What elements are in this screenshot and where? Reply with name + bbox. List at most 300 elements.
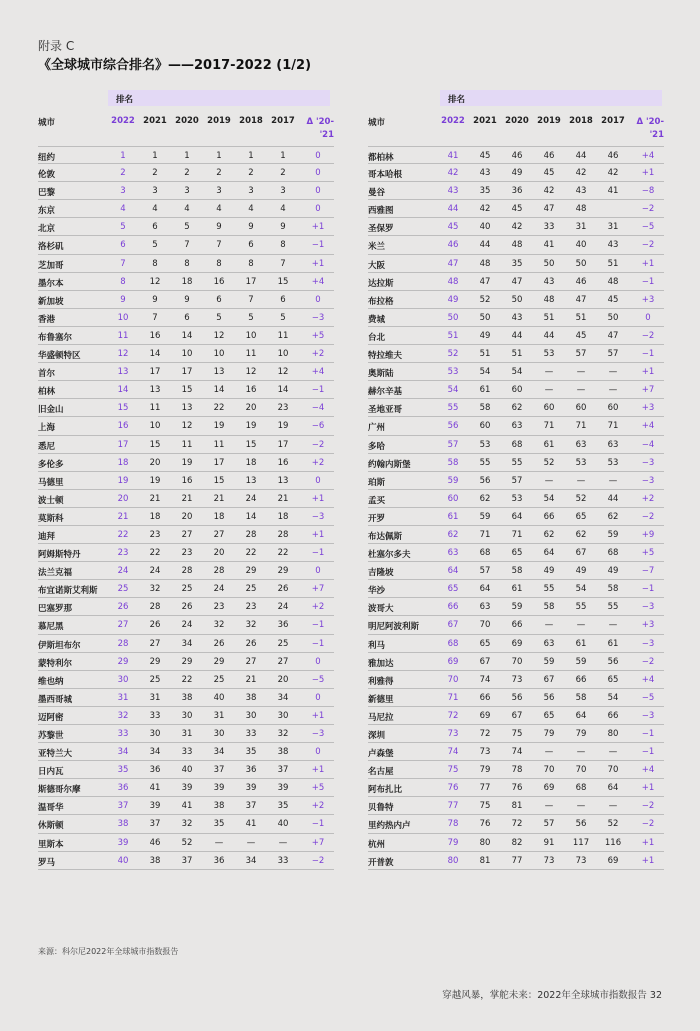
city-name: 斯德哥尔摩 [38, 785, 81, 796]
rank-year: 11 [213, 439, 225, 450]
rank-year: 32 [277, 729, 289, 739]
rank-year: 38 [149, 855, 161, 866]
rank-year: 66 [543, 511, 555, 522]
rank-change: −4 [641, 439, 655, 450]
city-name: 里约热内卢 [368, 821, 411, 832]
rank-2022: 24 [117, 566, 129, 577]
rank-year: 53 [607, 457, 619, 468]
rank-2022: 32 [117, 710, 129, 721]
rank-change: −1 [311, 638, 325, 649]
city-name: 温哥华 [38, 803, 64, 814]
rank-year: 53 [511, 493, 523, 504]
city-name: 苏黎世 [38, 731, 64, 741]
rank-year: 39 [213, 783, 225, 794]
rank-year: 3 [248, 186, 254, 197]
table-row [38, 309, 334, 327]
rank-2022: 6 [120, 240, 126, 251]
city-name: 柏林 [38, 387, 56, 398]
city-name: 大阪 [368, 260, 386, 271]
rank-year: 12 [149, 276, 161, 287]
rank-year: 56 [511, 692, 523, 703]
rank-change: +5 [641, 548, 655, 559]
rank-year: 32 [149, 584, 161, 595]
rank-2022: 12 [117, 349, 129, 360]
table-row [368, 472, 664, 490]
rank-year: 57 [511, 475, 523, 486]
rank-year: 70 [575, 765, 587, 776]
rank-year: 24 [213, 584, 225, 595]
rank-year: — [576, 475, 586, 486]
rank-change: +1 [641, 168, 655, 179]
rank-year: 63 [607, 439, 619, 450]
rank-year: 37 [277, 765, 289, 776]
city-name: 法兰克福 [38, 568, 73, 579]
rank-2022: 39 [117, 837, 129, 848]
rank-year: 37 [181, 855, 193, 866]
city-name: 广州 [368, 423, 386, 434]
rank-change: −3 [641, 638, 655, 649]
rank-year: 54 [511, 367, 523, 378]
city-name: 布宜诺斯艾利斯 [38, 586, 98, 597]
rank-year: 8 [184, 258, 190, 269]
rank-year: 52 [181, 837, 193, 848]
city-name: 莫斯科 [38, 513, 64, 524]
city-name: 西雅图 [368, 206, 394, 217]
rank-year: 75 [511, 729, 523, 739]
rank-year: 19 [277, 421, 289, 432]
rank-year: 61 [543, 439, 555, 450]
rank-year: 72 [511, 819, 523, 830]
rank-2022: 49 [447, 294, 459, 305]
rank-change: +2 [311, 602, 325, 613]
rank-year: 45 [607, 294, 619, 305]
rank-change: +2 [311, 457, 325, 468]
rank-year: 59 [575, 656, 587, 667]
rank-year: 36 [245, 765, 257, 776]
rank-year: 45 [479, 151, 491, 161]
table-row [368, 616, 664, 634]
rank-year: 91 [543, 837, 555, 848]
table-row [38, 218, 334, 236]
rank-year: 31 [607, 222, 619, 233]
city-name: 罗马 [38, 857, 56, 868]
table-row [38, 779, 334, 797]
city-name: 日内瓦 [38, 767, 64, 778]
rank-year: 47 [575, 294, 587, 305]
city-name: 达拉斯 [368, 278, 394, 289]
rank-2022: 68 [447, 638, 459, 649]
rank-2022: 58 [447, 457, 459, 468]
rank-year: 49 [479, 330, 491, 341]
rank-year: 15 [149, 439, 161, 450]
rank-year: 12 [181, 421, 193, 432]
rank-year: 51 [511, 349, 523, 360]
rank-year: 10 [213, 349, 225, 360]
rank-year: 73 [479, 747, 491, 758]
rank-year: 32 [181, 819, 193, 830]
rank-2022: 2 [120, 168, 126, 179]
rank-year: 71 [575, 421, 587, 432]
rank-year: — [576, 385, 586, 396]
rank-2022: 69 [447, 656, 459, 667]
rank-year: 7 [248, 294, 254, 305]
rank-2022: 54 [447, 385, 459, 396]
rank-2022: 40 [117, 855, 129, 866]
rank-change: −2 [311, 439, 325, 450]
rank-2022: 33 [117, 729, 129, 739]
table-row [38, 671, 334, 689]
rank-year: 44 [607, 493, 619, 504]
table-row [38, 291, 334, 309]
rank-year: 5 [280, 312, 286, 323]
rank-year: 3 [184, 186, 190, 197]
table-row [38, 689, 334, 707]
rank-change: −4 [311, 403, 325, 414]
city-name: 旧金山 [38, 405, 64, 416]
rank-year: 31 [149, 692, 161, 703]
rank-year: 15 [181, 385, 193, 396]
rank-year: 30 [213, 729, 225, 739]
rank-year: 27 [245, 656, 257, 667]
rank-year: 67 [543, 674, 555, 685]
rank-2022: 4 [120, 204, 126, 215]
rank-year: 19 [181, 457, 193, 468]
rank-year: 16 [181, 475, 193, 486]
rank-year: 70 [543, 765, 555, 776]
rank-year: 61 [479, 385, 491, 396]
rank-year: 42 [575, 168, 587, 179]
table-row [368, 707, 664, 725]
rank-year: 42 [479, 204, 491, 215]
column-header-year: 2018 [569, 116, 593, 126]
table-row [38, 797, 334, 815]
table-row [38, 562, 334, 580]
rank-year: 31 [213, 710, 225, 721]
rank-2022: 21 [117, 511, 129, 522]
city-name: 吉隆坡 [368, 568, 394, 579]
rank-year: 14 [149, 349, 161, 360]
rank-2022: 51 [447, 330, 459, 341]
rank-year: 15 [213, 475, 225, 486]
rank-2022: 57 [447, 439, 459, 450]
city-name: 首尔 [38, 369, 56, 380]
rank-year: 48 [543, 294, 555, 305]
rank-year: 4 [152, 204, 158, 215]
rank-year: 39 [149, 801, 161, 812]
city-name: 波哥大 [368, 604, 394, 615]
rank-year: 29 [149, 656, 161, 667]
rank-year: 43 [479, 168, 491, 179]
table-row [368, 508, 664, 526]
rank-year: 60 [511, 385, 523, 396]
rank-2022: 59 [447, 475, 459, 486]
rank-year: 11 [245, 349, 257, 360]
rank-year: 73 [511, 674, 523, 685]
rank-year: 34 [181, 638, 193, 649]
rank-year: 45 [511, 204, 523, 215]
column-header-year: 2019 [537, 116, 561, 126]
rank-year: 32 [213, 620, 225, 631]
rank-year: 58 [479, 403, 491, 414]
city-name: 台北 [368, 332, 386, 343]
rank-year: 13 [149, 385, 161, 396]
rank-year: 21 [149, 493, 161, 504]
rank-year: 18 [277, 511, 289, 522]
rank-2022: 80 [447, 855, 459, 866]
rank-year: — [576, 747, 586, 758]
rank-change: +3 [641, 403, 655, 414]
rank-year: 62 [511, 403, 523, 414]
rank-year: 10 [277, 349, 289, 360]
city-name: 洛杉矶 [38, 242, 64, 253]
rank-year: 27 [181, 529, 193, 540]
city-name: 华盛顿特区 [38, 351, 81, 362]
city-name: 珀斯 [368, 477, 386, 488]
city-name: 利雅得 [368, 676, 394, 687]
city-name: 波士顿 [38, 495, 64, 506]
city-name: 奥斯陆 [368, 369, 394, 380]
city-name: 明尼阿波利斯 [368, 622, 420, 633]
rank-2022: 30 [117, 674, 129, 685]
rank-year: 79 [543, 729, 555, 739]
rank-change: 0 [645, 312, 651, 323]
rank-2022: 53 [447, 367, 459, 378]
rank-year: 6 [152, 222, 158, 233]
rank-year: 61 [511, 584, 523, 595]
rank-change: +1 [641, 837, 655, 848]
rank-year: 2 [216, 168, 222, 179]
rank-year: 46 [575, 276, 587, 287]
rank-year: 47 [479, 276, 491, 287]
rank-year: 29 [181, 656, 193, 667]
rank-year: 40 [213, 692, 225, 703]
rank-year: 62 [479, 493, 491, 504]
rank-year: 28 [277, 529, 289, 540]
city-name: 墨西哥城 [38, 694, 73, 705]
city-name: 墨尔本 [38, 278, 64, 289]
rank-change: 0 [315, 294, 321, 305]
table-row [368, 689, 664, 707]
rank-year: 70 [511, 656, 523, 667]
rank-2022: 52 [447, 349, 459, 360]
table-row [38, 725, 334, 743]
rank-year: 2 [248, 168, 254, 179]
rank-2022: 36 [117, 783, 129, 794]
city-name: 曼谷 [368, 188, 386, 199]
rank-year: 78 [511, 765, 523, 776]
rank-year: 57 [575, 349, 587, 360]
rank-year: 51 [575, 312, 587, 323]
rank-year: 34 [213, 747, 225, 758]
table-row [38, 635, 334, 653]
rank-year: 46 [607, 151, 619, 161]
table-row [38, 598, 334, 616]
table-row [38, 200, 334, 218]
rank-year: 36 [511, 186, 523, 197]
rank-year: 25 [277, 638, 289, 649]
column-header-year: 2021 [143, 116, 167, 126]
rank-year: 9 [248, 222, 254, 233]
table-row [38, 472, 334, 490]
city-name: 维也纳 [38, 676, 64, 687]
rank-2022: 42 [447, 168, 459, 179]
rank-year: 80 [479, 837, 491, 848]
rank-year: 53 [543, 349, 555, 360]
rank-year: 23 [277, 403, 289, 414]
table-row [38, 327, 334, 345]
rank-year: 20 [277, 674, 289, 685]
rank-year: 65 [543, 710, 555, 721]
rank-year: 39 [277, 783, 289, 794]
rank-year: 50 [511, 294, 523, 305]
rank-year: 15 [277, 276, 289, 287]
table-row [368, 381, 664, 399]
rank-change: −3 [311, 312, 325, 323]
city-name: 阿布扎比 [368, 785, 403, 796]
rank-year: 44 [543, 330, 555, 341]
table-row [38, 146, 334, 164]
city-name: 贝鲁特 [368, 803, 394, 814]
rank-band [440, 90, 662, 106]
rank-2022: 31 [117, 692, 129, 703]
rank-year: 52 [543, 457, 555, 468]
rank-2022: 27 [117, 620, 129, 631]
rank-year: 52 [607, 819, 619, 830]
rank-year: 42 [607, 168, 619, 179]
rank-year: 63 [575, 439, 587, 450]
rank-year: 28 [245, 529, 257, 540]
rank-change: −3 [641, 475, 655, 486]
rank-year: 59 [543, 656, 555, 667]
rank-2022: 77 [447, 801, 459, 812]
city-name: 费城 [368, 314, 386, 325]
rank-year: 50 [575, 258, 587, 269]
rank-year: 72 [479, 729, 491, 739]
rank-year: 6 [216, 294, 222, 305]
rank-year: 28 [181, 566, 193, 577]
rank-year: 13 [181, 403, 193, 414]
rank-change: −7 [641, 566, 655, 577]
rank-year: 18 [245, 457, 257, 468]
table-row [368, 218, 664, 236]
column-header-year: 2017 [271, 116, 295, 126]
rank-year: 68 [479, 548, 491, 559]
city-name: 布达佩斯 [368, 531, 403, 542]
rank-year: 26 [149, 620, 161, 631]
rank-year: 10 [181, 349, 193, 360]
rank-year: 36 [277, 620, 289, 631]
rank-year: 62 [607, 511, 619, 522]
rank-year: 55 [575, 602, 587, 613]
city-name: 赫尔辛基 [368, 387, 403, 398]
rank-year: 27 [277, 656, 289, 667]
rank-year: 2 [280, 168, 286, 179]
rank-year: — [278, 837, 288, 848]
rank-year: 63 [511, 421, 523, 432]
rank-year: 16 [277, 457, 289, 468]
rank-year: 7 [152, 312, 158, 323]
rank-change: +1 [641, 855, 655, 866]
table-row [368, 653, 664, 671]
table-row [368, 580, 664, 598]
rank-year: 49 [575, 566, 587, 577]
rank-year: 26 [277, 584, 289, 595]
rank-2022: 19 [117, 475, 129, 486]
rank-year: 35 [245, 747, 257, 758]
column-header-delta: Δ '20-'21 [636, 117, 664, 140]
table-row [368, 598, 664, 616]
city-name: 开普敦 [368, 857, 394, 868]
rank-year: 69 [607, 855, 619, 866]
rank-2022: 18 [117, 457, 129, 468]
rank-year: 10 [245, 330, 257, 341]
rank-year: 8 [152, 258, 158, 269]
rank-year: 9 [216, 222, 222, 233]
rank-year: 76 [511, 783, 523, 794]
table-row [38, 164, 334, 182]
table-row [368, 417, 664, 435]
table-row [38, 363, 334, 381]
rank-year: 3 [280, 186, 286, 197]
rank-year: 80 [607, 729, 619, 739]
rank-year: 4 [280, 204, 286, 215]
rank-year: 34 [149, 747, 161, 758]
column-header-year: 2020 [505, 116, 529, 126]
rank-change: +1 [311, 222, 325, 233]
rank-year: 69 [543, 783, 555, 794]
rank-year: 14 [213, 385, 225, 396]
table-row [368, 635, 664, 653]
rank-year: 35 [479, 186, 491, 197]
city-name: 新加坡 [38, 296, 64, 307]
rank-year: 52 [575, 493, 587, 504]
city-name: 迪拜 [38, 531, 56, 542]
table-row [368, 399, 664, 417]
rank-change: −3 [311, 511, 325, 522]
rank-2022: 78 [447, 819, 459, 830]
rank-year: 31 [575, 222, 587, 233]
rank-year: 4 [184, 204, 190, 215]
rank-change: 0 [315, 747, 321, 758]
city-name: 伦敦 [38, 170, 56, 181]
rank-year: 36 [149, 765, 161, 776]
rank-change: 0 [315, 475, 321, 486]
rank-year: 61 [607, 638, 619, 649]
rank-2022: 72 [447, 710, 459, 721]
rank-year: 32 [245, 620, 257, 631]
rank-year: 37 [245, 801, 257, 812]
city-name: 多哈 [368, 441, 386, 452]
rank-change: +5 [311, 330, 325, 341]
city-name: 上海 [38, 423, 56, 434]
city-name: 圣保罗 [368, 224, 394, 235]
city-name: 米兰 [368, 242, 386, 253]
rank-year: 58 [607, 584, 619, 595]
rank-year: 29 [277, 566, 289, 577]
rank-year: — [214, 837, 224, 848]
city-name: 卢森堡 [368, 749, 394, 760]
table-row [38, 526, 334, 544]
column-header-year: 2022 [441, 116, 465, 126]
rank-year: 52 [479, 294, 491, 305]
rank-year: 48 [511, 240, 523, 251]
rank-change: +4 [641, 421, 655, 432]
city-name: 巴塞罗那 [38, 604, 73, 615]
city-name: 阿姆斯特丹 [38, 550, 81, 561]
city-name: 杜塞尔多夫 [368, 550, 411, 561]
rank-year: 64 [511, 511, 523, 522]
rank-year: 3 [216, 186, 222, 197]
